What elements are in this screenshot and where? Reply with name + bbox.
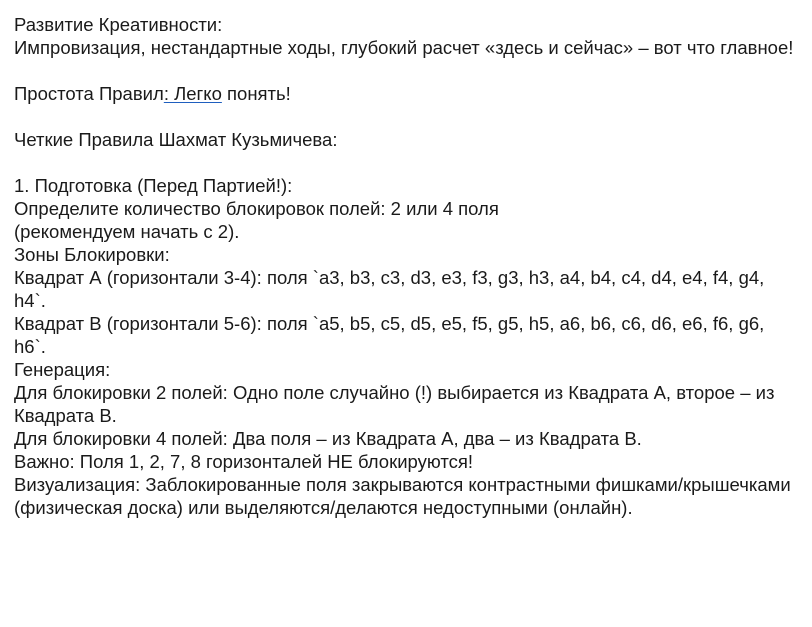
spacer <box>14 105 794 128</box>
generation-two-text: Для блокировки 2 полей: Одно поле случайно (!) выбирается из Квадрата А, второе – из Квадрата В. <box>14 382 775 426</box>
simplicity-line <box>14 82 794 105</box>
square-a-text: Квадрат А (горизонтали 3-4): поля `a3, b3, c3, d3, e3, f3, g3, h3, a4, b4, c4, d4, e4, f4, g4, h4`. <box>14 267 765 311</box>
generation-four-text: Для блокировки 4 полей: Два поля – из Квадрата А, два – из Квадрата В. <box>14 428 642 449</box>
square-b-text: Квадрат В (горизонтали 5-6): поля `a5, b5, c5, d5, e5, f5, g5, h5, a6, b6, c6, d6, e6, f6, g6, h6`. <box>14 313 765 357</box>
easy-link[interactable]: : Легко <box>163 83 222 104</box>
zones-heading: Зоны Блокировки: <box>14 244 170 265</box>
simplicity-title: Простота Правил <box>14 83 164 104</box>
creativity-title: Развитие Креативности: <box>14 14 223 35</box>
document-body <box>14 13 794 519</box>
rules-title: Четкие Правила Шахмат Кузьмичева: <box>14 129 338 150</box>
count-line-1: Определите количество блокировок полей: 2 или 4 поля <box>14 198 499 219</box>
count-line-2: (рекомендуем начать с 2). <box>14 221 240 242</box>
prep-heading: 1. Подготовка (Перед Партией!): <box>14 175 293 196</box>
visualization-text: Визуализация: Заблокированные поля закрываются контрастными фишками/крышечками (физическая доска) или выделяются/делаются недоступными (онлайн). <box>14 474 791 518</box>
spacer <box>14 151 794 174</box>
simplicity-tail: понять! <box>221 83 291 104</box>
creativity-text: Импровизация, нестандартные ходы, глубокий расчет «здесь и сейчас» – вот что главное! <box>14 37 794 58</box>
generation-heading: Генерация: <box>14 359 111 380</box>
important-note: Важно: Поля 1, 2, 7, 8 горизонталей НЕ блокируются! <box>14 451 473 472</box>
spacer <box>14 59 794 82</box>
